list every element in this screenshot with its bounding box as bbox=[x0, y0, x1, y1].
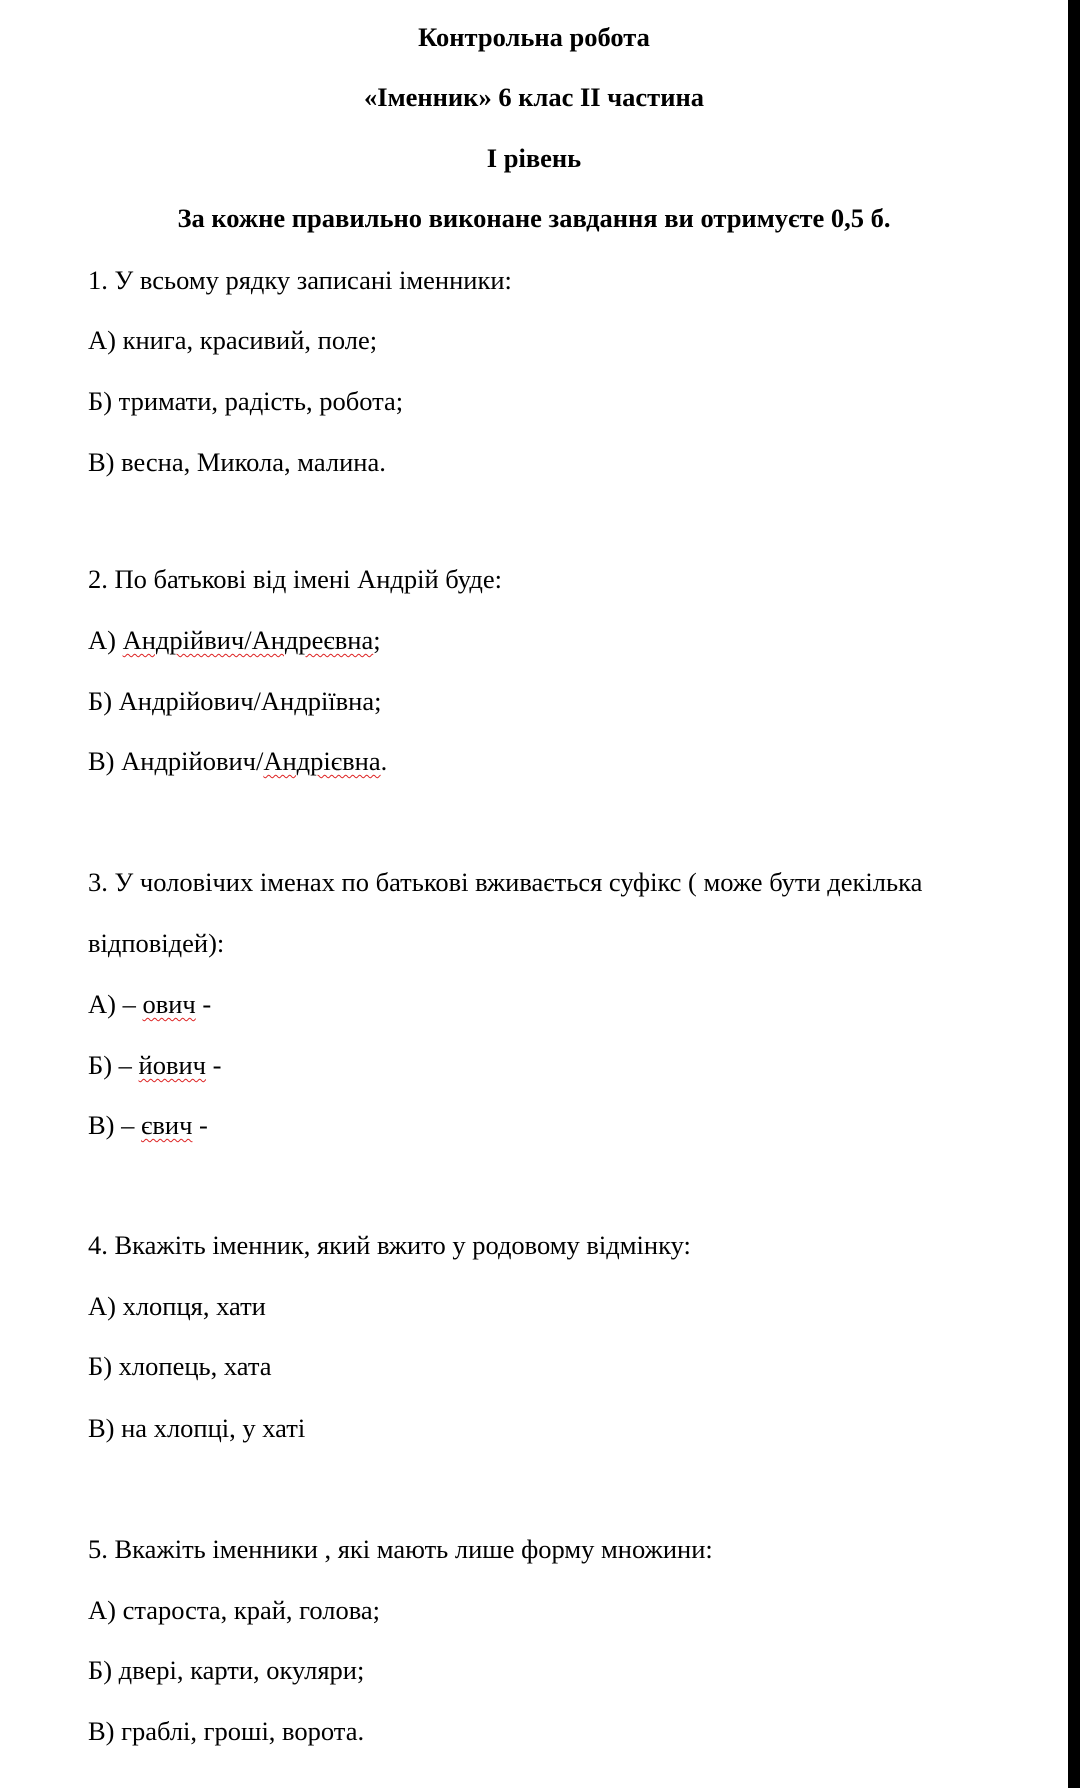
question-1-option-b: Б) тримати, радість, робота; bbox=[88, 386, 404, 416]
question-1-option-c: В) весна, Микола, малина. bbox=[88, 447, 386, 477]
question-4-option-a: А) хлопця, хати bbox=[88, 1291, 266, 1321]
question-5-option-c: В) граблі, гроші, ворота. bbox=[88, 1716, 365, 1746]
question-3-option-c: В) – євич - bbox=[88, 1110, 208, 1140]
page-subtitle: «Іменник» 6 клас ІІ частина bbox=[364, 82, 704, 112]
question-3-text-line2: відповідей): bbox=[88, 928, 225, 958]
question-3-option-a: А) – ович - bbox=[88, 989, 212, 1019]
question-5-option-a: А) староста, край, голова; bbox=[88, 1595, 381, 1625]
spelling-mark: йович bbox=[138, 1050, 207, 1080]
question-4-option-c: В) на хлопці, у хаті bbox=[88, 1413, 306, 1443]
question-2-option-a: А) Андрійвич/Андреєвна; bbox=[88, 625, 381, 655]
question-5-option-b: Б) двері, карти, окуляри; bbox=[88, 1655, 365, 1685]
spelling-mark: євич bbox=[141, 1110, 193, 1140]
page-title: Контрольна робота bbox=[418, 22, 650, 52]
question-4-option-b: Б) хлопець, хата bbox=[88, 1351, 272, 1381]
question-3-option-b: Б) – йович - bbox=[88, 1050, 222, 1080]
question-3-text-line1: 3. У чоловічих іменах по батькові вживається суфікс ( може бути декілька bbox=[88, 867, 923, 897]
instruction-text: За кожне правильно виконане завдання ви отримуєте 0,5 б. bbox=[177, 203, 891, 233]
question-5-text: 5. Вкажіть іменники , які мають лише форму множини: bbox=[88, 1534, 713, 1564]
spelling-mark: Андрієвна bbox=[263, 746, 381, 776]
spelling-mark: ович bbox=[142, 989, 196, 1019]
question-1-option-a: А) книга, красивий, поле; bbox=[88, 325, 378, 355]
question-2-option-c: В) Андрійович/Андрієвна. bbox=[88, 746, 388, 776]
level-heading: І рівень bbox=[486, 143, 582, 173]
question-1-text: 1. У всьому рядку записані іменники: bbox=[88, 265, 512, 295]
question-2-text: 2. По батькові від імені Андрій буде: bbox=[88, 564, 502, 594]
question-4-text: 4. Вкажіть іменник, який вжито у родовому відмінку: bbox=[88, 1230, 691, 1260]
spelling-mark: Андрійвич/Андреєвна bbox=[122, 625, 374, 655]
question-2-option-b: Б) Андрійович/Андріївна; bbox=[88, 686, 382, 716]
